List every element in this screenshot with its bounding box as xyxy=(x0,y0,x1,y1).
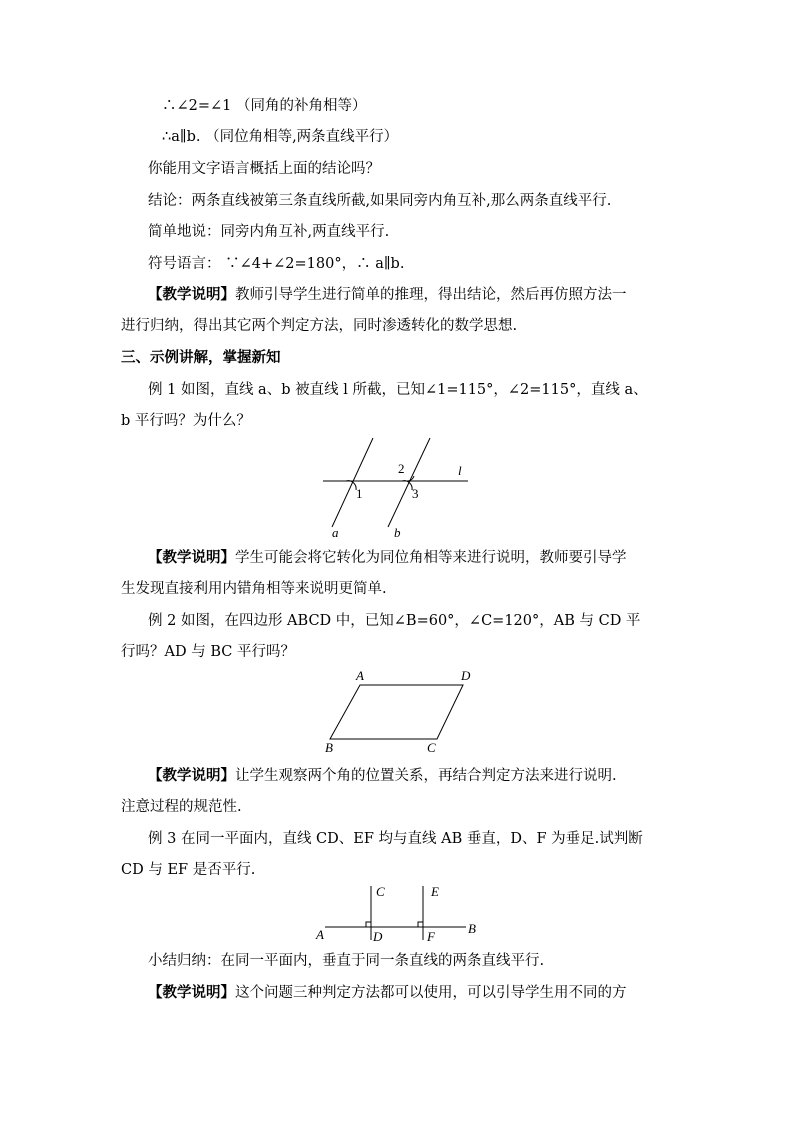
vertex-a-label: A xyxy=(356,668,364,683)
teaching-note-tag: 【教学说明】 xyxy=(148,549,235,566)
example-2-text: 例 2 如图，在四边形 ABCD 中，已知∠B=60°，∠C=120°，AB 与 CD 平 xyxy=(148,613,641,629)
teaching-note-text: 教师引导学生进行简单的推理，得出结论，然后再仿照方法一 xyxy=(235,287,627,303)
teaching-note-3-cont: 注意过程的规范性. xyxy=(121,799,242,815)
right-angle-mark-d xyxy=(366,922,371,927)
teaching-note-text: 这个问题三种判定方法都可以使用，可以引导学生用不同的方 xyxy=(235,985,627,1001)
point-c-label: C xyxy=(376,884,385,899)
example-2-text-cont: 行吗？AD 与 BC 平行吗？ xyxy=(121,644,295,660)
angle-3-arc xyxy=(402,481,412,490)
point-b-label: B xyxy=(468,921,476,936)
symbol-statement: 符号语言： ∵∠4+∠2=180°，∴ a∥b. xyxy=(148,256,405,272)
proof-line-2: ∴a∥b. （同位角相等,两条直线平行） xyxy=(162,129,399,145)
line-b-label: b xyxy=(394,525,401,540)
section-heading: 三、示例讲解，掌握新知 xyxy=(121,349,281,366)
point-a-label: A xyxy=(316,927,324,942)
quadrilateral-abcd xyxy=(330,685,463,739)
teaching-note-tag: 【教学说明】 xyxy=(148,984,235,1001)
example-3-text: 例 3 在同一平面内，直线 CD、EF 均与直线 AB 垂直，D、F 为垂足.试判断 xyxy=(148,831,643,847)
example-3-text-cont: CD 与 EF 是否平行. xyxy=(121,862,256,878)
point-d-label: D xyxy=(373,929,383,944)
figure-perpendicular-lines xyxy=(310,880,490,948)
teaching-note-text: 学生可能会将它转化为同位角相等来进行说明，教师要引导学 xyxy=(235,550,627,566)
angle-2-label: 2 xyxy=(398,461,405,476)
vertex-b-label: B xyxy=(325,740,333,755)
summary-text: 小结归纳：在同一平面内，垂直于同一条直线的两条直线平行. xyxy=(148,953,545,969)
teaching-note-2-cont: 生发现直接利用内错角相等来说明更简单. xyxy=(121,581,387,597)
simple-statement: 简单地说：同旁内角互补,两直线平行. xyxy=(148,224,390,240)
line-l-label: l xyxy=(458,463,462,478)
teaching-note-1 xyxy=(148,285,627,305)
question-text: 你能用文字语言概括上面的结论吗？ xyxy=(148,161,380,177)
angle-3-label: 3 xyxy=(412,486,419,501)
teaching-note-2 xyxy=(148,548,627,568)
teaching-note-tag: 【教学说明】 xyxy=(148,286,235,303)
teaching-note-1-cont: 进行归纳，得出其它两个判定方法，同时渗透转化的数学思想. xyxy=(121,318,518,334)
teaching-note-3 xyxy=(148,766,617,786)
vertex-c-label: C xyxy=(427,740,436,755)
figure-parallel-lines xyxy=(318,430,478,545)
proof-line-1: ∴∠2=∠1 （同角的补角相等） xyxy=(162,98,367,114)
line-a-label: a xyxy=(332,525,339,540)
example-1-text: 例 1 如图，直线 a、b 被直线 l 所截，已知∠1=115°，∠2=115°，直线 a、 xyxy=(148,382,648,398)
point-f-label: F xyxy=(427,929,435,944)
point-e-label: E xyxy=(431,884,439,899)
example-1-text-cont: b 平行吗？为什么？ xyxy=(121,413,251,429)
teaching-note-4 xyxy=(148,983,627,1003)
teaching-note-text: 让学生观察两个角的位置关系，再结合判定方法来进行说明. xyxy=(235,768,617,784)
right-angle-mark-f xyxy=(418,922,423,927)
angle-1-label: 1 xyxy=(356,486,363,501)
conclusion-text: 结论：两条直线被第三条直线所截,如果同旁内角互补,那么两条直线平行. xyxy=(148,193,612,209)
vertex-d-label: D xyxy=(461,668,471,683)
teaching-note-tag: 【教学说明】 xyxy=(148,767,235,784)
figure-quadrilateral xyxy=(320,664,480,760)
